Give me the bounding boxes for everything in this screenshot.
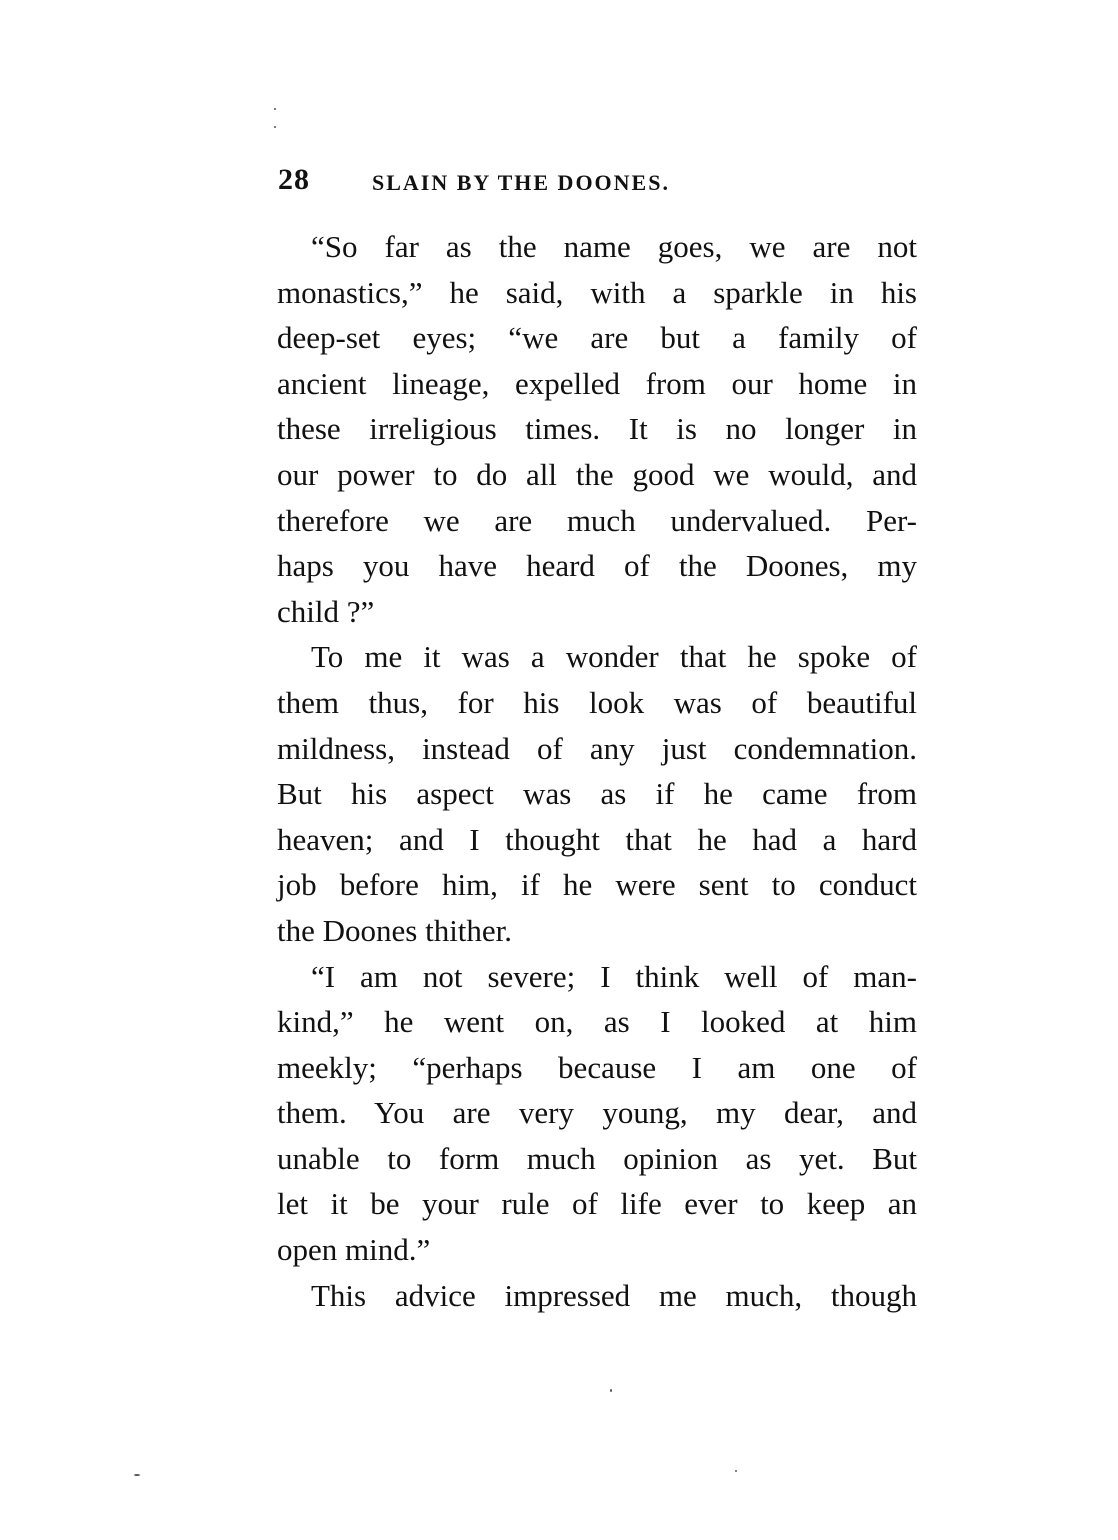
text-line: But his aspect was as if he came from — [277, 776, 917, 812]
running-title: SLAIN BY THE DOONES. — [372, 170, 670, 195]
scan-speck — [610, 1389, 612, 1392]
text-line: kind,” he went on, as I looked at him — [277, 1004, 917, 1040]
scan-speck — [134, 1474, 140, 1476]
text-line: our power to do all the good we would, and — [277, 456, 917, 492]
text-line: This advice impressed me much, though — [311, 1277, 917, 1313]
text-line: let it be your rule of life ever to keep an — [277, 1186, 917, 1222]
text-line: the Doones thither. — [277, 912, 513, 948]
text-line: mildness, instead of any just condemnation. — [277, 730, 917, 766]
text-line: them thus, for his look was of beautiful — [277, 684, 917, 720]
text-line: “So far as the name goes, we are not — [311, 229, 917, 264]
text-line: heaven; and I thought that he had a hard — [277, 821, 917, 857]
text-line: meekly; “perhaps because I am one of — [277, 1049, 917, 1085]
text-line: these irreligious times. It is no longer in — [277, 411, 917, 447]
page-number: 28 — [278, 163, 310, 196]
scan-speck — [735, 1470, 737, 1472]
text-line: open mind.” — [277, 1232, 431, 1268]
text-line: ancient lineage, expelled from our home in — [277, 365, 917, 401]
text-line: them. You are very young, my dear, and — [277, 1095, 917, 1131]
text-line: deep-set eyes; “we are but a family of — [277, 320, 917, 356]
text-line: job before him, if he were sent to conduct — [277, 867, 917, 903]
scan-speck — [274, 126, 276, 128]
text-line: monastics,” he said, with a sparkle in his — [277, 274, 917, 310]
text-line: To me it was a wonder that he spoke of — [311, 639, 917, 675]
text-line: haps you have heard of the Doones, my — [277, 548, 917, 584]
body-text — [277, 224, 917, 1318]
text-line: child ?” — [277, 593, 375, 629]
text-line: unable to form much opinion as yet. But — [277, 1140, 917, 1176]
text-line: therefore we are much undervalued. Per- — [277, 502, 917, 538]
text-line: “I am not severe; I think well of man- — [311, 958, 917, 994]
running-head — [278, 163, 798, 203]
scan-speck — [274, 108, 276, 110]
